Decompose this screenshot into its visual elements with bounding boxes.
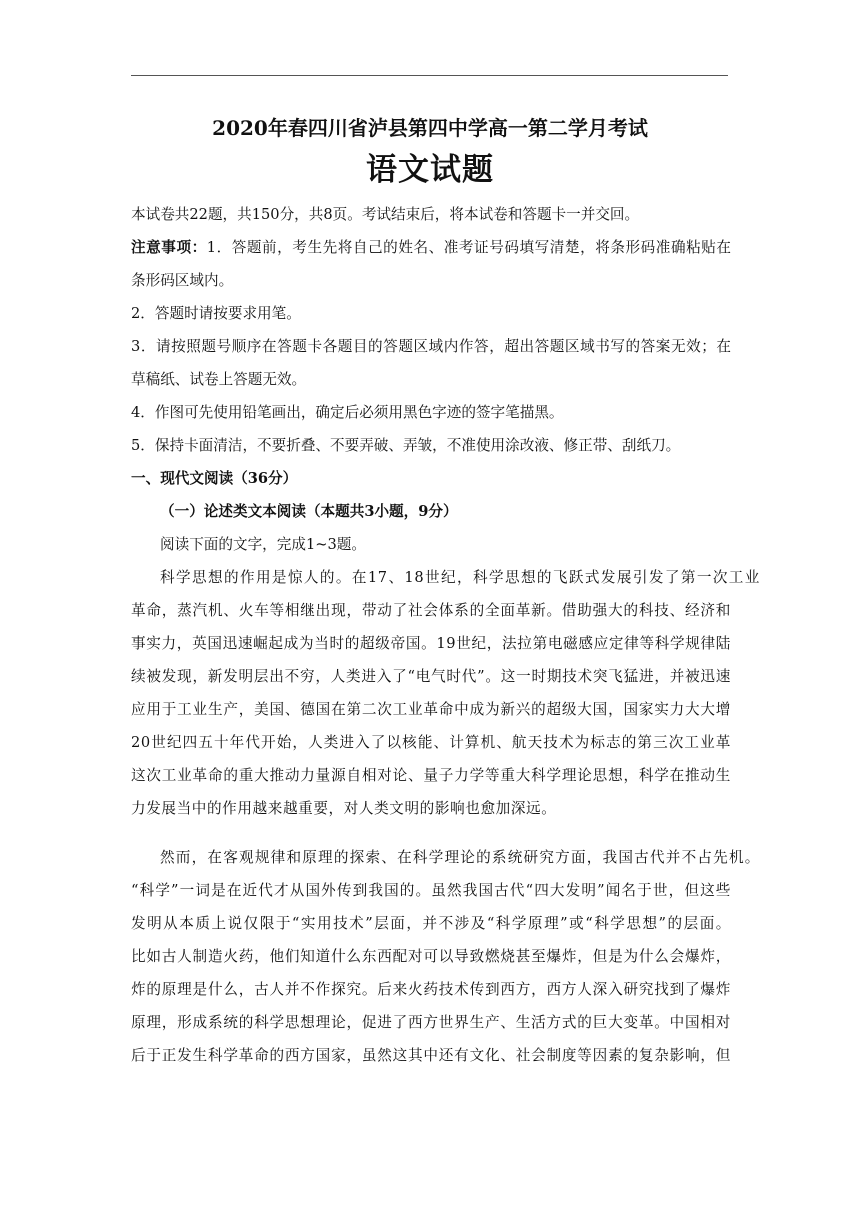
notes-item1-line2: 条形码区域内。: [131, 272, 234, 289]
intro-line: 本试卷共22题，共150分，共8页。考试结束后，将本试卷和答题卡一并交回。: [131, 206, 640, 223]
notes-item5: 5．保持卡面清洁，不要折叠、不要弄破、弄皱，不准使用涂改液、修正带、刮纸刀。: [131, 437, 681, 454]
notes-item4: 4．作图可先使用铅笔画出，确定后必须用黑色字迹的签字笔描黑。: [131, 404, 564, 421]
passage-line: 这次工业革命的重大推动力量源自相对论、量子力学等重大科学理论思想，科学在推动生: [131, 767, 731, 784]
document-body: [131, 198, 760, 1072]
passage-line: 科学思想的作用是惊人的。在17、18世纪，科学思想的飞跃式发展引发了第一次工业: [160, 569, 760, 586]
passage-line: “科学”一词是在近代才从国外传到我国的。虽然我国古代“四大发明”闻名于世，但这些: [131, 882, 731, 899]
section1-instruction: 阅读下面的文字，完成1~3题。: [160, 536, 366, 553]
passage-paragraph-1: [131, 561, 760, 825]
passage-line: 炸的原理是什么，古人并不作探究。后来火药技术传到西方，西方人深入研究找到了爆炸: [131, 981, 731, 998]
passage-line: 应用于工业生产，美国、德国在第二次工业革命中成为新兴的超级大国，国家实力大大增: [131, 701, 731, 718]
passage-line: 发明从本质上说仅限于“实用技术”层面，并不涉及“科学原理”或“科学思想”的层面。: [131, 915, 731, 932]
notes-item3-line1: 3．请按照题号顺序在答题卡各题目的答题区域内作答，超出答题区域书写的答案无效；在: [131, 338, 731, 355]
passage-line: 续被发现，新发明层出不穷，人类进入了“电气时代”。这一时期技术突飞猛进，并被迅速: [131, 668, 731, 685]
passage-line: 20世纪四五十年代开始，人类进入了以核能、计算机、航天技术为标志的第三次工业革: [131, 734, 731, 751]
passage-line: 后于正发生科学革命的西方国家，虽然这其中还有文化、社会制度等因素的复杂影响，但: [131, 1047, 731, 1064]
section1-sub-heading: （一）论述类文本阅读（本题共3小题，9分）: [160, 503, 458, 520]
passage-line: 力发展当中的作用越来越重要，对人类文明的影响也愈加深远。: [131, 800, 557, 817]
passage-line: 革命，蒸汽机、火车等相继出现，带动了社会体系的全面革新。借助强大的科技、经济和: [131, 602, 731, 619]
passage-paragraph-2: [131, 841, 760, 1072]
exam-title: 2020年春四川省泸县第四中学高一第二学月考试: [212, 116, 648, 140]
notes-item1-line1: [131, 231, 731, 264]
notes-item3-line2: 草稿纸、试卷上答题无效。: [131, 371, 307, 388]
subject-title: 语文试题: [366, 152, 494, 188]
notes-item2: 2．答题时请按要求用笔。: [131, 305, 301, 322]
section1-heading: 一、现代文阅读（36分）: [131, 470, 298, 487]
passage-line: 比如古人制造火药，他们知道什么东西配对可以导致燃烧甚至爆炸，但是为什么会爆炸，: [131, 948, 731, 965]
notes-label: 注意事项：: [131, 239, 207, 256]
passage-line: 事实力，英国迅速崛起成为当时的超级帝国。19世纪，法拉第电磁感应定律等科学规律陆: [131, 635, 731, 652]
header-rule: [131, 75, 728, 76]
notes-item1-text: 1．答题前，考生先将自己的姓名、准考证号码填写清楚，将条形码准确粘贴在: [206, 239, 731, 256]
passage-line: 然而，在客观规律和原理的探索、在科学理论的系统研究方面，我国古代并不占先机。: [160, 849, 760, 866]
passage-line: 原理，形成系统的科学思想理论，促进了西方世界生产、生活方式的巨大变革。中国相对: [131, 1014, 731, 1031]
paragraph-gap: [131, 825, 731, 841]
